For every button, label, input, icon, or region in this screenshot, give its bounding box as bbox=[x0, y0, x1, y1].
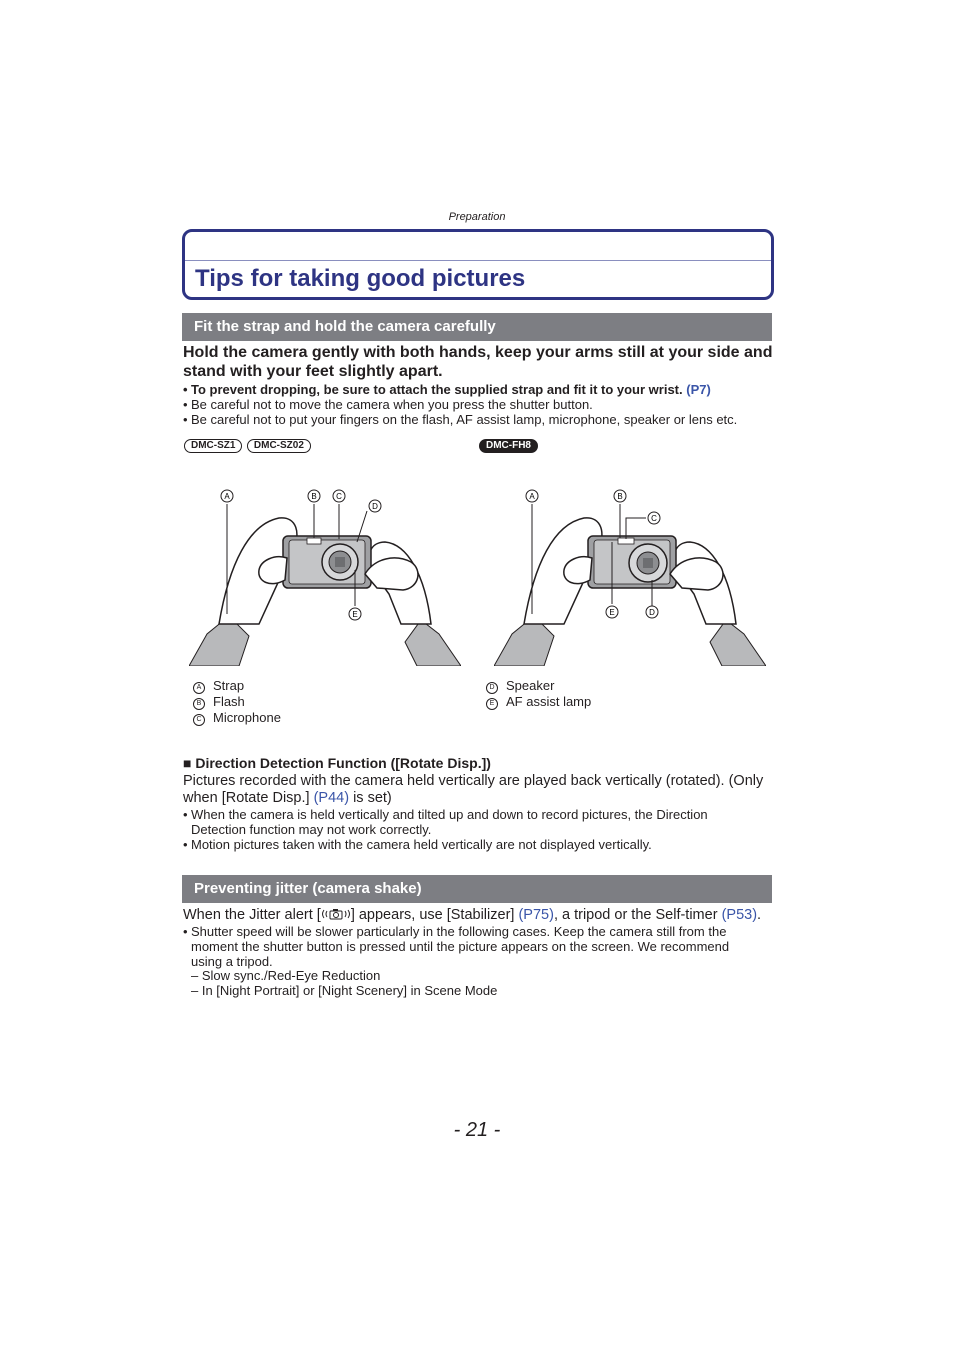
callout-b-label: B bbox=[617, 492, 623, 501]
bullet-text: Be careful not to put your fingers on the flash, AF assist lamp, microphone, speaker or lens etc. bbox=[191, 412, 738, 427]
legend-item-b bbox=[193, 694, 281, 710]
camera-grip-illustration-right bbox=[494, 484, 766, 666]
legend-label: Flash bbox=[213, 694, 245, 709]
direction-para-text: when [Rotate Disp.] bbox=[183, 790, 310, 806]
direction-bullet-1 bbox=[183, 807, 708, 822]
legend-label: Microphone bbox=[213, 710, 281, 725]
link-p75[interactable]: (P75) bbox=[518, 907, 554, 923]
callout-b-mark: B bbox=[193, 698, 205, 710]
model-tag-sz1: DMC-SZ1 bbox=[184, 439, 242, 453]
direction-heading bbox=[183, 755, 491, 772]
legend-right bbox=[486, 678, 591, 710]
jitter-dash-2: – In [Night Portrait] or [Night Scenery] in Scene Mode bbox=[191, 983, 498, 998]
jitter-bullet-cont-1: moment the shutter button is pressed until the picture appears on the screen. We recommend bbox=[191, 939, 730, 954]
model-tag-fh8: DMC-FH8 bbox=[479, 439, 538, 453]
callout-d-label: D bbox=[649, 608, 655, 617]
bullet-text: When the camera is held vertically and tilted up and down to record pictures, the Direction bbox=[191, 807, 708, 822]
bullet-mark: • bbox=[183, 412, 188, 427]
title-box bbox=[182, 229, 774, 300]
direction-bullet-1-cont: Detection function may not work correctly. bbox=[191, 822, 432, 837]
jitter-intro bbox=[183, 907, 761, 924]
section-label: Preparation bbox=[448, 211, 506, 223]
bullet-text: Shutter speed will be slower particularly in the following cases. Keep the camera still from the bbox=[191, 924, 727, 939]
bullet-mark: • bbox=[183, 397, 188, 412]
title-divider bbox=[185, 260, 771, 261]
direction-bullet-2 bbox=[183, 837, 652, 852]
legend-item-d bbox=[486, 678, 591, 694]
legend-item-e bbox=[486, 694, 591, 710]
bullet-shutter bbox=[183, 397, 593, 412]
callout-d-mark: D bbox=[486, 682, 498, 694]
direction-para-text-end: is set) bbox=[353, 790, 392, 806]
legend-item-c bbox=[193, 710, 281, 726]
page-number: - 21 - bbox=[453, 1119, 501, 1141]
bullet-text: To prevent dropping, be sure to attach the supplied strap and fit it to your wrist. bbox=[191, 382, 683, 397]
jitter-intro-period: . bbox=[757, 907, 762, 923]
callout-e-label: E bbox=[352, 610, 358, 619]
bullet-mark: • bbox=[183, 382, 188, 397]
callout-a-label: A bbox=[529, 492, 535, 501]
model-tags-left bbox=[184, 435, 311, 453]
bullet-mark: • bbox=[183, 837, 188, 852]
direction-para-line2 bbox=[183, 790, 392, 807]
square-bullet-icon: ■ bbox=[183, 755, 192, 771]
jitter-intro-text: , a tripod or the Self-timer bbox=[553, 907, 718, 923]
callout-b-label: B bbox=[311, 492, 317, 501]
callout-c-label: C bbox=[651, 514, 657, 523]
bullet-strap bbox=[183, 382, 711, 397]
jitter-dash-1: – Slow sync./Red-Eye Reduction bbox=[191, 968, 381, 983]
legend-item-a bbox=[193, 678, 281, 694]
lead-instruction: Hold the camera gently with both hands, keep your arms still at your side and stand with your feet slightly apart. bbox=[183, 344, 773, 380]
jitter-intro-text: When the Jitter alert [ bbox=[183, 907, 321, 923]
callout-d-label: D bbox=[372, 502, 378, 511]
bullet-mark: • bbox=[183, 807, 188, 822]
jitter-alert-icon bbox=[321, 907, 351, 921]
link-p53[interactable]: (P53) bbox=[721, 907, 758, 923]
section-heading-strap: Fit the strap and hold the camera carefully bbox=[182, 313, 772, 341]
bullet-text: Motion pictures taken with the camera held vertically are not displayed vertically. bbox=[191, 837, 652, 852]
jitter-bullet-cont-2: using a tripod. bbox=[191, 954, 273, 969]
page-title: Tips for taking good pictures bbox=[195, 265, 526, 292]
link-p44[interactable]: (P44) bbox=[313, 790, 350, 806]
model-tag-sz02: DMC-SZ02 bbox=[247, 439, 311, 453]
legend-left bbox=[193, 678, 281, 726]
direction-heading-text: Direction Detection Function ([Rotate Disp.]) bbox=[195, 755, 491, 771]
direction-para-line1: Pictures recorded with the camera held vertically are played back vertically (rotated). (Only bbox=[183, 773, 764, 789]
callout-c-mark: C bbox=[193, 714, 205, 726]
link-p7[interactable]: (P7) bbox=[686, 382, 711, 397]
callout-c-label: C bbox=[336, 492, 342, 501]
callout-e-mark: E bbox=[486, 698, 498, 710]
bullet-fingers bbox=[183, 412, 737, 427]
bullet-text: Be careful not to move the camera when you press the shutter button. bbox=[191, 397, 593, 412]
callout-e-label: E bbox=[609, 608, 615, 617]
callout-a-mark: A bbox=[193, 682, 205, 694]
legend-label: Speaker bbox=[506, 678, 555, 693]
section-heading-jitter: Preventing jitter (camera shake) bbox=[182, 875, 772, 903]
jitter-bullet bbox=[183, 924, 726, 939]
bullet-mark: • bbox=[183, 924, 188, 939]
callout-a-label: A bbox=[224, 492, 230, 501]
model-tags-right bbox=[479, 435, 538, 453]
legend-label: Strap bbox=[213, 678, 245, 693]
jitter-intro-text: ] appears, use [Stabilizer] bbox=[350, 907, 515, 923]
camera-grip-illustration-left bbox=[189, 484, 461, 666]
legend-label: AF assist lamp bbox=[506, 694, 592, 709]
